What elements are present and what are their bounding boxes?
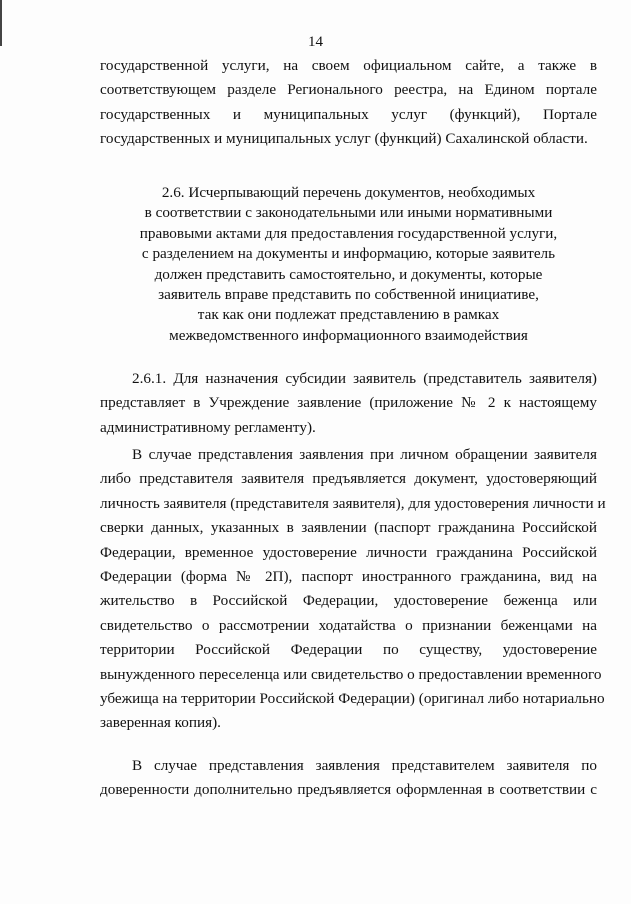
section-heading [100,183,597,346]
paragraph-line: Федерации, временное удостоверение личности гражданина Российской [100,543,597,561]
paragraph-line: Федерации (форма № 2П), паспорт иностранного гражданина, вид на [100,568,597,586]
paragraph-line: В случае представления заявления представителем заявителя по [132,757,597,774]
paragraph-line: представляет в Учреждение заявление (приложение № 2 к настоящему [100,394,597,412]
paragraph-line: либо представителя заявителя предъявляется документ, удостоверяющий [100,470,597,488]
paragraph-line: доверенности дополнительно предъявляется оформленная в соответствии с [100,781,597,799]
heading-line: межведомственного информационного взаимодействия [169,326,528,344]
paragraph-line: сверки данных, указанных в заявлении (паспорт гражданина Российской [100,519,597,537]
paragraph-line: убежища на территории Российской Федерации) (оригинал либо нотариально [100,690,605,708]
paragraph-line: свидетельство о рассмотрении ходатайства о признании беженцами на [100,616,597,634]
intro-line: соответствующем разделе Регионального реестра, на Едином портале [100,81,597,99]
heading-line: так как они подлежат представлению в рамках [197,306,500,324]
heading-line: с разделением на документы и информацию, которые заявитель [141,245,556,263]
paragraph-personal-appeal [100,443,606,736]
paragraph-line: вынужденного переселенца или свидетельство о предоставлении временного [100,665,602,683]
intro-line: государственной услуги, на своем официальном сайте, а также в [100,57,597,74]
intro-line: государственных и муниципальных услуг (функций) Сахалинской области. [100,130,588,148]
intro-paragraph [100,54,597,152]
paragraph-2-6-1 [100,367,597,440]
paragraph-line: 2.6.1. Для назначения субсидии заявитель (представитель заявителя) [132,370,597,387]
paragraph-representative [100,754,597,803]
intro-line: государственных и муниципальных услуг (функций), Портале [100,105,597,123]
paragraph-line: жительство в Российской Федерации, удостоверение беженца или [100,592,597,610]
paragraph-line: административному регламенту). [100,418,316,436]
heading-line: должен представить самостоятельно, и документы, которые [154,265,543,283]
paragraph-line: личность заявителя (представителя заявителя), для удостоверения личности и [100,494,606,512]
heading-line: 2.6. Исчерпывающий перечень документов, необходимых [161,184,536,201]
heading-line: заявитель вправе представить по собственной инициативе, [158,286,539,304]
paragraph-line: заверенная копия). [100,714,221,732]
heading-line: правовыми актами для предоставления государственной услуги, [139,224,558,242]
heading-line: в соответствии с законодательными или иными нормативными [144,204,553,222]
page-number: 14 [308,34,323,50]
paragraph-line: В случае представления заявления при личном обращении заявителя [132,446,597,463]
paragraph-line: территории Российской Федерации по существу, удостоверение [100,641,597,659]
